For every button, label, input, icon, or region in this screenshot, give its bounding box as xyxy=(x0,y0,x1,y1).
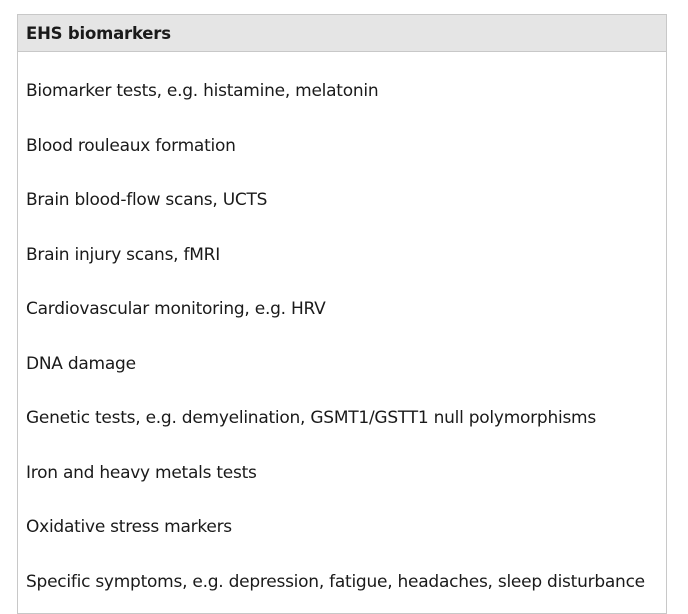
table-row: Blood rouleaux formation xyxy=(26,136,236,156)
table-row: Genetic tests, e.g. demyelination, GSMT1/GSTT1 null polymorphisms xyxy=(26,408,596,428)
table-row: Specific symptoms, e.g. depression, fatigue, headaches, sleep disturbance xyxy=(26,572,645,592)
table-row: DNA damage xyxy=(26,354,136,374)
table-row: Cardiovascular monitoring, e.g. HRV xyxy=(26,299,326,319)
table-row: Brain injury scans, fMRI xyxy=(26,245,220,265)
table-header xyxy=(18,15,666,52)
table-title: EHS biomarkers xyxy=(26,23,171,43)
table-row: Brain blood-flow scans, UCTS xyxy=(26,190,268,210)
biomarkers-table xyxy=(17,14,667,614)
table-row: Iron and heavy metals tests xyxy=(26,463,257,483)
table-row: Oxidative stress markers xyxy=(26,517,232,537)
table-row: Biomarker tests, e.g. histamine, melatonin xyxy=(26,81,379,101)
